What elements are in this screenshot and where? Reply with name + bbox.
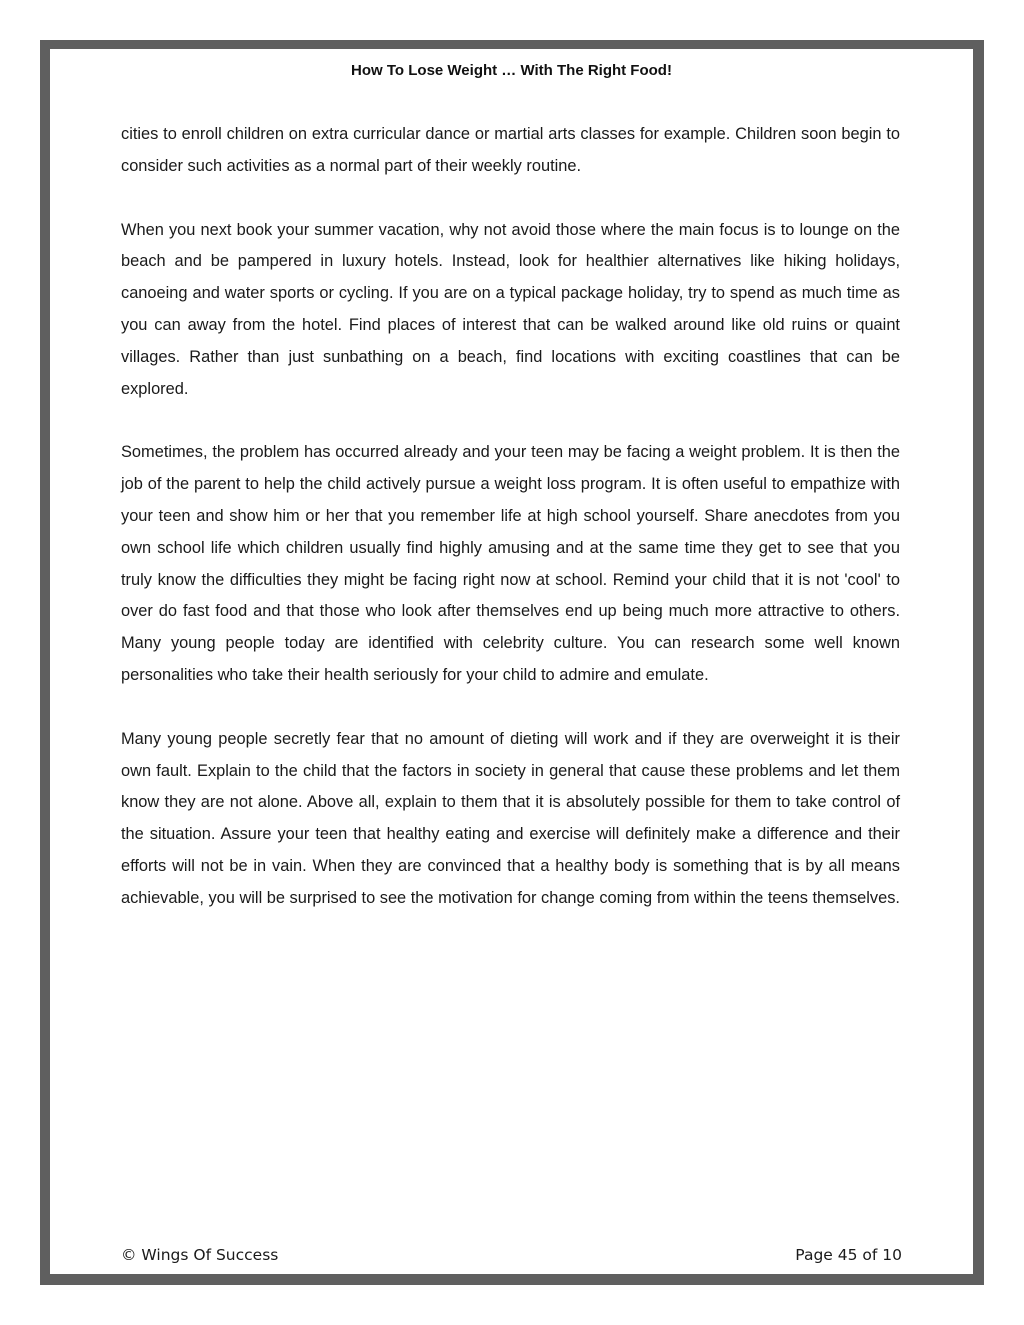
document-body [121, 119, 900, 947]
body-paragraph: cities to enroll children on extra curricular dance or martial arts classes for example. Children soon begin to consider such activities as a normal part of their weekly routine. [121, 125, 900, 175]
body-paragraph: Many young people secretly fear that no amount of dieting will work and if they are overweight it is their own fault. Explain to the child that the factors in society in general that cause these problems and let them know they are not alone. Above all, explain to them that it is absolutely possible for them to take control of the situation. Assure your teen that healthy eating and exercise will definitely make a difference and their efforts will not be in vain. When they are convinced that a healthy body is something that is by all means achievable, you will be surprised to see the motivation for change coming from within the teens themselves. [121, 729, 900, 907]
footer-page-number: Page 45 of 10 [795, 1246, 902, 1264]
page-frame [40, 40, 984, 1285]
body-paragraph: Sometimes, the problem has occurred already and your teen may be facing a weight problem. It is then the job of the parent to help the child actively pursue a weight loss program. It is often useful to empathize with your teen and show him or her that you remember life at high school yourself. Share anecdotes from you own school life which children usually find highly amusing and at the same time they get to see that you truly know the difficulties they might be facing right now at school. Remind your child that it is not 'cool' to over do fast food and that those who look after themselves end up being much more attractive to others. Many young people today are identified with celebrity culture. You can research some well known personalities who take their health seriously for your child to admire and emulate. [121, 443, 900, 684]
page-header-title: How To Lose Weight … With The Right Food! [351, 62, 672, 79]
footer-copyright: © Wings Of Success [121, 1246, 279, 1264]
body-paragraph: When you next book your summer vacation, why not avoid those where the main focus is to lounge on the beach and be pampered in luxury hotels. Instead, look for healthier alternatives like hiking holidays, canoeing and water sports or cycling. If you are on a typical package holiday, try to spend as much time as you can away from the hotel. Find places of interest that can be walked around like old ruins or quaint villages. Rather than just sunbathing on a beach, find locations with exciting coastlines that can be explored. [121, 220, 900, 398]
